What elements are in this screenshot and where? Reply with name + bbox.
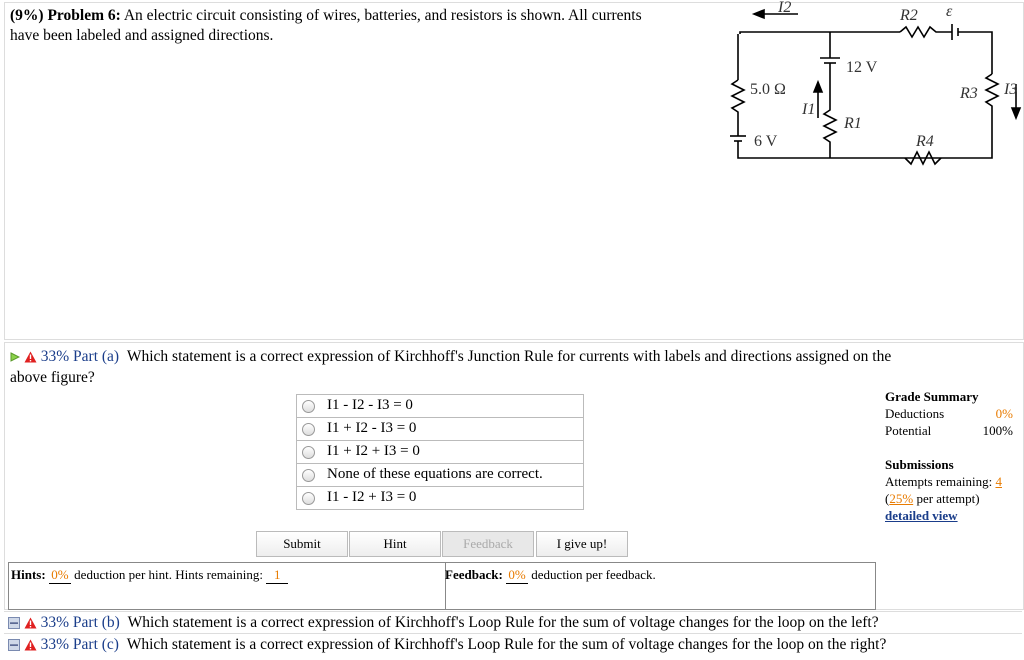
attempts-row xyxy=(885,473,1013,490)
option-row[interactable] xyxy=(297,487,584,510)
hints-text: deduction per hint. Hints remaining: xyxy=(74,567,263,582)
radio-button[interactable] xyxy=(302,446,315,459)
part-b-percent: 33% xyxy=(40,614,70,631)
attempts-label: Attempts remaining: xyxy=(885,474,993,489)
detailed-view-link[interactable]: detailed view xyxy=(885,508,958,523)
deductions-label: Deductions xyxy=(885,406,945,421)
circuit-label-5ohm: 5.0 Ω xyxy=(750,81,786,98)
radio-button[interactable] xyxy=(302,400,315,413)
circuit-label-12v: 12 V xyxy=(846,59,878,76)
give-up-button[interactable]: I give up! xyxy=(536,531,628,557)
option-row[interactable] xyxy=(297,441,584,464)
deductions-row xyxy=(885,405,1013,422)
part-a-header xyxy=(10,346,1014,388)
circuit-label-R4: R4 xyxy=(916,133,934,150)
part-a-question-line1: Which statement is a correct expression of Kirchhoff's Junction Rule for currents with labels and directions assigned on the xyxy=(126,348,892,365)
circuit-label-I3: I3 xyxy=(1004,81,1018,98)
expand-icon[interactable] xyxy=(8,639,20,651)
hints-info xyxy=(11,567,288,584)
problem-weight: (9%) xyxy=(10,7,44,24)
hint-button[interactable]: Hint xyxy=(349,531,441,557)
circuit-label-R1: R1 xyxy=(844,115,862,132)
part-a-percent: 33% xyxy=(40,348,70,365)
attempts-value: 4 xyxy=(995,474,1002,489)
circuit-label-6v: 6 V xyxy=(754,133,778,150)
submit-button[interactable]: Submit xyxy=(256,531,348,557)
radio-button[interactable] xyxy=(302,469,315,482)
problem-statement xyxy=(10,6,720,46)
feedback-button: Feedback xyxy=(442,531,534,557)
part-c-question: Which statement is a correct expression of Kirchhoff's Loop Rule for the sum of voltage changes for the loop on the right? xyxy=(126,636,887,653)
circuit-label-R2: R2 xyxy=(900,7,918,24)
part-c-title: Part (c) xyxy=(72,636,119,653)
radio-button[interactable] xyxy=(302,423,315,436)
per-attempt-value: 25% xyxy=(889,491,914,506)
radio-button[interactable] xyxy=(302,492,315,505)
part-c-row[interactable] xyxy=(4,633,1022,655)
option-row[interactable] xyxy=(297,395,584,418)
answer-options xyxy=(296,394,584,510)
option-label: I1 + I2 + I3 = 0 xyxy=(327,443,420,460)
part-c-percent: 33% xyxy=(40,636,70,653)
feedback-text: deduction per feedback. xyxy=(531,567,656,582)
potential-value: 100% xyxy=(982,423,1013,438)
part-b-question: Which statement is a correct expression of Kirchhoff's Loop Rule for the sum of voltage changes for the loop on the left? xyxy=(127,614,879,631)
problem-text-line1: An electric circuit consisting of wires, batteries, and resistors is shown. All currents xyxy=(123,7,642,24)
part-b-row[interactable] xyxy=(4,611,1022,633)
feedback-label: Feedback: xyxy=(445,567,503,582)
warning-icon xyxy=(24,639,37,651)
circuit-label-emf: ε xyxy=(946,3,953,20)
per-attempt-row: (25% per attempt) xyxy=(885,491,980,506)
circuit-label-I1: I1 xyxy=(802,101,816,118)
potential-row xyxy=(885,422,1013,439)
circuit-label-I2: I2 xyxy=(778,0,792,16)
hints-remaining: 1 xyxy=(266,567,288,584)
part-b-title: Part (b) xyxy=(72,614,120,631)
feedback-deduction: 0% xyxy=(506,567,528,584)
option-label: I1 - I2 - I3 = 0 xyxy=(327,397,413,414)
option-row[interactable] xyxy=(297,464,584,487)
part-a-title: Part (a) xyxy=(73,348,120,365)
expand-arrow-icon[interactable] xyxy=(10,352,20,362)
feedback-info xyxy=(445,567,656,584)
warning-icon xyxy=(24,617,37,629)
expand-icon[interactable] xyxy=(8,617,20,629)
part-a-question-line2: above figure? xyxy=(10,369,95,386)
problem-label: Problem 6: xyxy=(47,7,121,24)
option-row[interactable] xyxy=(297,418,584,441)
warning-icon xyxy=(24,351,37,363)
hints-deduction: 0% xyxy=(49,567,71,584)
hints-label: Hints: xyxy=(11,567,46,582)
hints-feedback-box xyxy=(8,562,876,610)
option-label: I1 + I2 - I3 = 0 xyxy=(327,420,417,437)
option-label: None of these equations are correct. xyxy=(327,466,543,483)
deductions-value: 0% xyxy=(995,406,1013,421)
per-attempt-label: per attempt) xyxy=(916,491,980,506)
circuit-label-R3: R3 xyxy=(960,85,978,102)
grade-summary-title: Grade Summary xyxy=(885,389,979,404)
grade-summary xyxy=(885,388,1013,524)
option-label: I1 - I2 + I3 = 0 xyxy=(327,489,417,506)
circuit-diagram xyxy=(720,0,1024,200)
potential-label: Potential xyxy=(885,423,932,438)
problem-text-line2: have been labeled and assigned directions. xyxy=(10,27,274,44)
submissions-title: Submissions xyxy=(885,457,954,472)
